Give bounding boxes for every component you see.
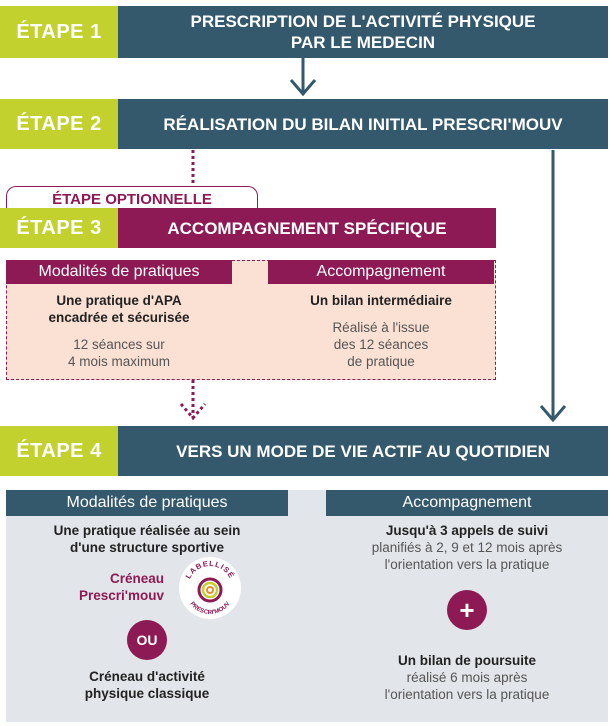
creneau-line2: Prescri'mouv xyxy=(78,588,164,603)
step3-apa-line2: encadrée et sécurisée xyxy=(48,310,190,325)
creneau-prescrimouv-label xyxy=(60,570,164,604)
plus-circle-icon: + xyxy=(447,590,487,630)
step4-structure-line2: d'une structure sportive xyxy=(70,540,224,555)
step3-label: ÉTAPE 3 xyxy=(0,208,118,248)
calls-title: Jusqu'à 3 appels de suivi xyxy=(385,523,549,538)
step4-label: ÉTAPE 4 xyxy=(0,426,118,476)
step2-label: ÉTAPE 2 xyxy=(0,99,118,149)
step3-modalites-header: Modalités de pratiques xyxy=(6,260,232,284)
bilan-poursuite-line1: réalisé 6 mois après xyxy=(406,670,528,685)
step1-title: PRESCRIPTION DE L'ACTIVITÉ PHYSIQUE PAR LE MEDECIN xyxy=(118,6,608,58)
step4-title: VERS UN MODE DE VIE ACTIF AU QUOTIDIEN xyxy=(118,426,608,476)
creneau-line1: Créneau xyxy=(109,571,164,586)
classic-line2: physique classique xyxy=(84,686,210,701)
step3-bilan-line: Un bilan intermédiaire xyxy=(310,293,452,308)
step4-classic-text xyxy=(6,668,288,702)
step3-bilan-text1: Réalisé à l'issue xyxy=(332,320,430,335)
step4-accompagnement-header: Accompagnement xyxy=(326,490,608,516)
optional-step-tab: ÉTAPE OPTIONNELLE xyxy=(6,186,258,211)
badge-bottom-text: PRESCRI'MOUV xyxy=(188,601,232,617)
step3-sessions-line2: 4 mois maximum xyxy=(67,354,170,369)
badge-top-text: LABELLISÉ xyxy=(183,558,237,581)
calls-line2: l'orientation vers la pratique xyxy=(384,557,550,572)
step4-calls-text xyxy=(326,522,608,573)
step3-bilan-text3: de pratique xyxy=(347,354,415,369)
step3-sessions-line1: 12 séances sur xyxy=(73,337,165,352)
step4-structure-text xyxy=(6,522,288,556)
step3-apa-line1: Une pratique d'APA xyxy=(56,293,182,308)
classic-line1: Créneau d'activité xyxy=(89,669,205,684)
bilan-poursuite-line2: l'orientation vers la pratique xyxy=(384,687,550,702)
step3-bilan-text2: des 12 séances xyxy=(333,337,429,352)
step2-title: RÉALISATION DU BILAN INITIAL PRESCRI'MOUV xyxy=(118,99,608,149)
step3-title: ACCOMPAGNEMENT SPÉCIFIQUE xyxy=(118,208,496,248)
step4-modalites-header: Modalités de pratiques xyxy=(6,490,288,516)
bilan-poursuite-title: Un bilan de poursuite xyxy=(397,653,536,668)
step3-right-content xyxy=(268,292,494,370)
labellise-badge-icon xyxy=(178,556,242,620)
step1-label: ÉTAPE 1 xyxy=(0,6,118,58)
step4-bilan-text xyxy=(326,652,608,703)
or-circle: OU xyxy=(127,620,167,660)
step3-left-content xyxy=(6,292,232,370)
step3-accompagnement-header: Accompagnement xyxy=(268,260,494,284)
calls-line1: planifiés à 2, 9 et 12 mois après xyxy=(371,540,563,555)
step4-structure-line1: Une pratique réalisée au sein xyxy=(53,523,241,538)
